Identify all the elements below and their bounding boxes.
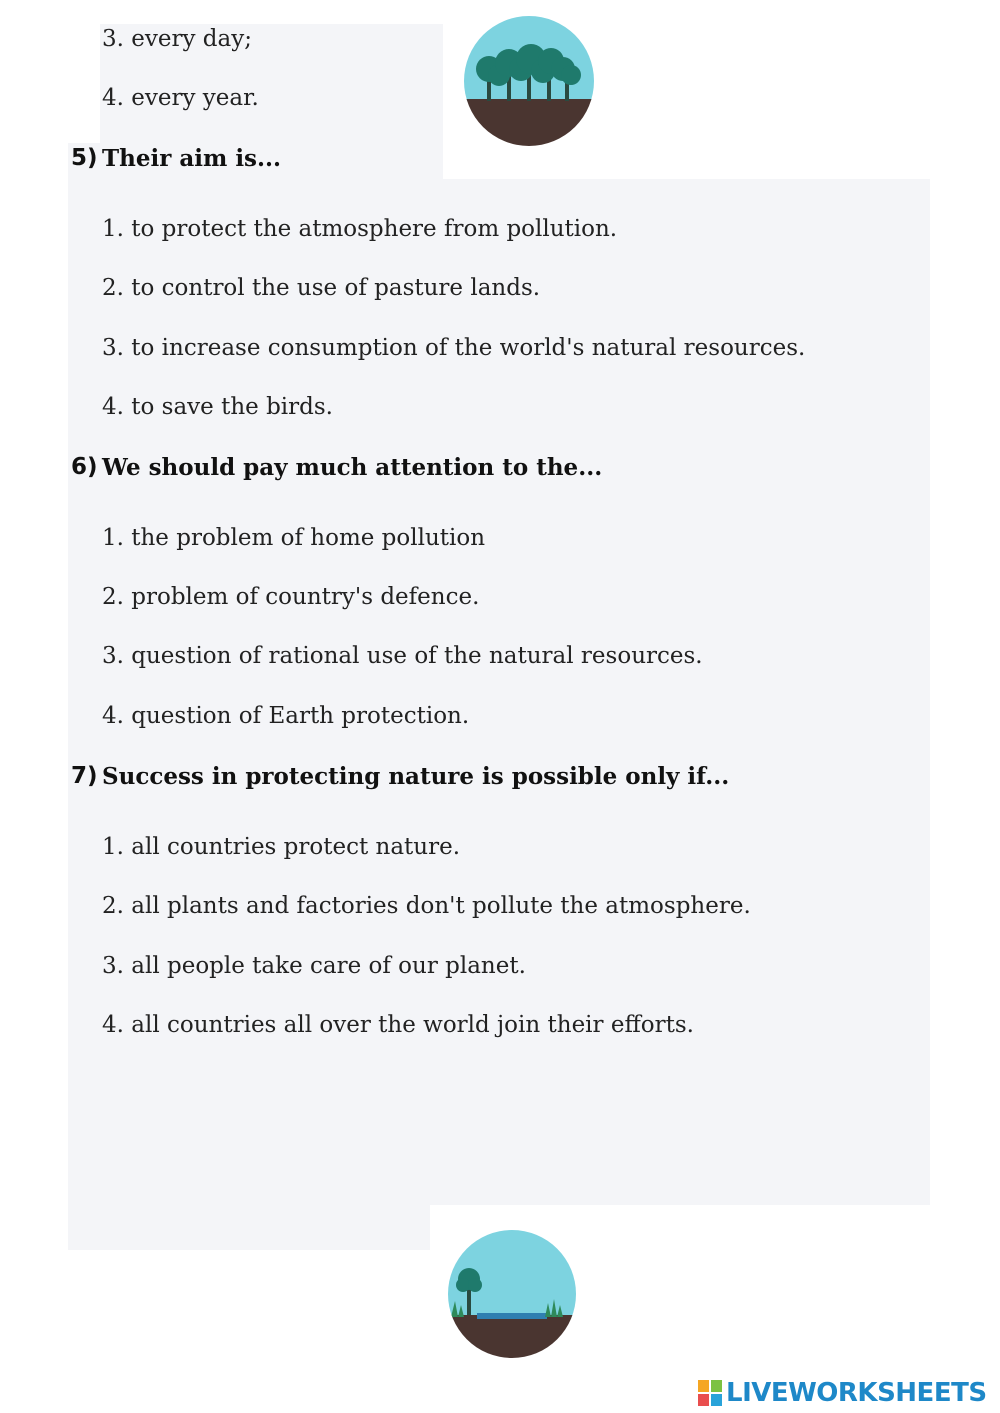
liveworksheets-logo-icon: [698, 1378, 724, 1408]
tree-pond-circle-illustration: [447, 1229, 577, 1359]
question-7-option-2[interactable]: 2. all plants and factories don't pollute the atmosphere.: [102, 893, 751, 919]
question-5-option-2[interactable]: 2. to control the use of pasture lands.: [102, 275, 541, 301]
question-6-option-3[interactable]: 3. question of rational use of the natural resources.: [102, 643, 703, 669]
question-6-number: 6): [71, 454, 98, 480]
question-6-option-1[interactable]: 1. the problem of home pollution: [102, 525, 486, 551]
question-6-option-4[interactable]: 4. question of Earth protection.: [102, 703, 470, 729]
shade-block-bottom: [68, 1068, 430, 1250]
prev-option-3: 3. every day;: [102, 26, 252, 52]
shade-block-main: [100, 179, 930, 1205]
prev-option-4: 4. every year.: [102, 85, 259, 111]
question-5-number: 5): [71, 145, 98, 171]
question-7-number: 7): [71, 763, 98, 789]
question-5-text: Their aim is...: [102, 145, 282, 172]
question-6-text: We should pay much attention to the...: [102, 454, 603, 481]
question-6-option-2[interactable]: 2. problem of country's defence.: [102, 584, 480, 610]
logo-text: LIVEWORKSHEETS: [726, 1378, 987, 1408]
liveworksheets-logo[interactable]: [698, 1376, 987, 1410]
forest-circle-illustration: [463, 15, 595, 147]
question-7-text: Success in protecting nature is possible only if...: [102, 763, 730, 790]
question-5-option-4[interactable]: 4. to save the birds.: [102, 394, 333, 420]
question-7-option-3[interactable]: 3. all people take care of our planet.: [102, 953, 526, 979]
question-5-option-1[interactable]: 1. to protect the atmosphere from pollution.: [102, 216, 618, 242]
question-5-option-3[interactable]: 3. to increase consumption of the world's natural resources.: [102, 335, 806, 361]
question-7-option-4[interactable]: 4. all countries all over the world join their efforts.: [102, 1012, 694, 1038]
question-7-option-1[interactable]: 1. all countries protect nature.: [102, 834, 461, 860]
